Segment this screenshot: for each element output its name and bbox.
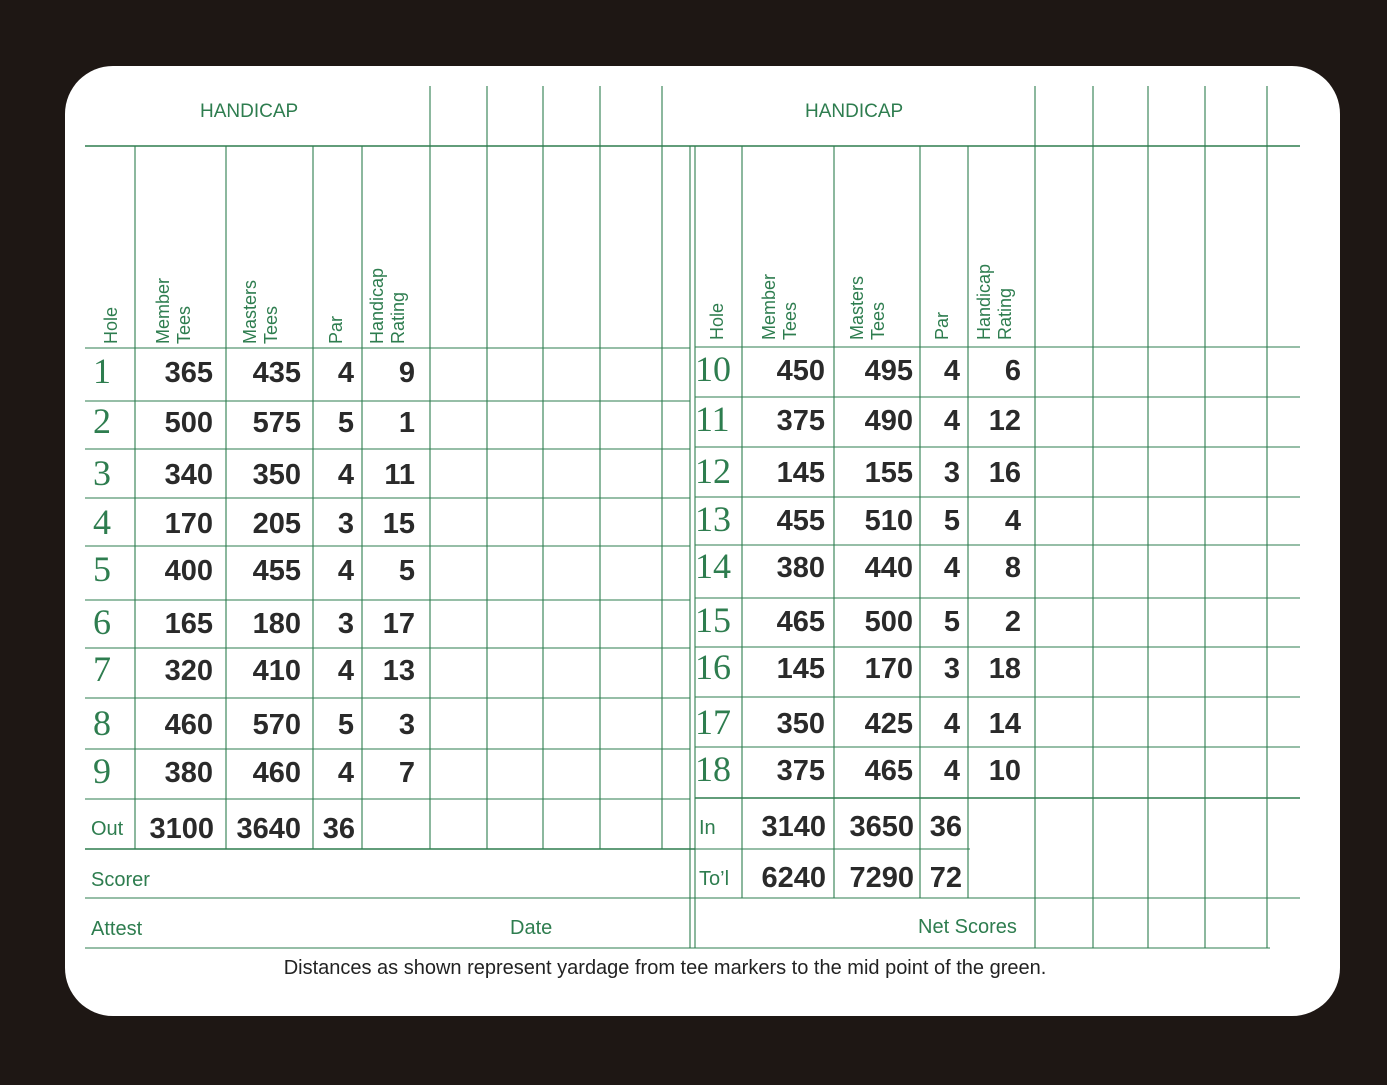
front-par-header: Par	[326, 315, 346, 344]
out-masters-total: 3640	[236, 813, 301, 845]
scorer-label: Scorer	[91, 869, 150, 891]
par-value: 4	[943, 405, 960, 437]
back-handicap-rating-header: Handicap Rating	[974, 263, 1015, 340]
member-yardage: 145	[776, 457, 825, 489]
member-yardage: 455	[776, 505, 825, 537]
back-member-tees-header: Member Tees	[759, 273, 800, 340]
par-value: 4	[943, 355, 960, 387]
masters-yardage: 570	[252, 709, 301, 741]
masters-yardage: 425	[864, 708, 913, 740]
masters-yardage: 435	[252, 357, 301, 389]
hole-number: 12	[695, 451, 731, 491]
par-value: 3	[337, 608, 354, 640]
handicap-rating: 16	[988, 457, 1021, 489]
masters-yardage: 155	[864, 457, 913, 489]
handicap-rating: 4	[1004, 505, 1021, 537]
hole-number: 7	[93, 649, 111, 689]
masters-yardage: 455	[252, 555, 301, 587]
handicap-rating: 10	[988, 755, 1021, 787]
masters-yardage: 440	[864, 552, 913, 584]
hole-number: 10	[695, 349, 731, 389]
grand-par-total: 72	[929, 862, 962, 894]
par-value: 4	[943, 552, 960, 584]
in-par-total: 36	[929, 811, 962, 843]
member-yardage: 365	[164, 357, 213, 389]
masters-yardage: 350	[252, 459, 301, 491]
par-value: 4	[337, 757, 354, 789]
hole-number: 13	[695, 499, 731, 539]
member-yardage: 400	[164, 555, 213, 587]
handicap-rating: 6	[1004, 355, 1021, 387]
par-value: 3	[943, 653, 960, 685]
masters-yardage: 460	[252, 757, 301, 789]
par-value: 4	[943, 755, 960, 787]
handicap-rating: 1	[398, 407, 415, 439]
attest-label: Attest	[91, 918, 143, 940]
member-yardage: 165	[164, 608, 213, 640]
front-member-tees-header: Member Tees	[153, 277, 194, 344]
par-value: 5	[943, 606, 960, 638]
hole-number: 4	[93, 502, 111, 542]
member-yardage: 340	[164, 459, 213, 491]
handicap-rating: 2	[1004, 606, 1021, 638]
member-yardage: 375	[776, 405, 825, 437]
scorecard	[65, 66, 1340, 1016]
hole-number: 14	[695, 546, 731, 586]
hole-number: 11	[695, 399, 730, 439]
member-yardage: 380	[776, 552, 825, 584]
handicap-rating: 3	[398, 709, 415, 741]
right-handicap-title: HANDICAP	[805, 101, 904, 122]
handicap-rating: 15	[382, 508, 415, 540]
hole-number: 2	[93, 401, 111, 441]
date-label: Date	[510, 917, 553, 939]
masters-yardage: 205	[252, 508, 301, 540]
handicap-rating: 5	[398, 555, 415, 587]
hole-number: 5	[93, 549, 111, 589]
par-value: 4	[943, 708, 960, 740]
total-label: To’l	[699, 868, 730, 890]
par-value: 4	[337, 555, 354, 587]
member-yardage: 500	[164, 407, 213, 439]
member-yardage: 350	[776, 708, 825, 740]
handicap-rating: 11	[384, 459, 415, 491]
yardage-footnote: Distances as shown represent yardage from tee markers to the mid point of the green.	[283, 957, 1047, 979]
par-value: 4	[337, 655, 354, 687]
par-value: 3	[337, 508, 354, 540]
back-par-header: Par	[932, 311, 952, 340]
member-yardage: 145	[776, 653, 825, 685]
back-hole-header: Hole	[707, 302, 727, 340]
par-value: 3	[943, 457, 960, 489]
grand-member-total: 6240	[761, 862, 826, 894]
back-masters-tees-header: Masters Tees	[847, 275, 888, 340]
out-member-total: 3100	[149, 813, 214, 845]
member-yardage: 450	[776, 355, 825, 387]
in-masters-total: 3650	[849, 811, 914, 843]
handicap-rating: 18	[988, 653, 1021, 685]
masters-yardage: 510	[864, 505, 913, 537]
par-value: 4	[337, 357, 354, 389]
handicap-rating: 8	[1004, 552, 1021, 584]
front-hole-header: Hole	[101, 306, 121, 344]
par-value: 5	[337, 407, 354, 439]
hole-number: 15	[695, 600, 731, 640]
par-value: 5	[943, 505, 960, 537]
member-yardage: 380	[164, 757, 213, 789]
net-scores-label: Net Scores	[918, 916, 1017, 938]
left-handicap-title: HANDICAP	[200, 101, 299, 122]
hole-number: 8	[93, 703, 111, 743]
masters-yardage: 170	[864, 653, 913, 685]
out-label: Out	[91, 818, 124, 840]
masters-yardage: 465	[864, 755, 913, 787]
front-handicap-rating-header: Handicap Rating	[367, 267, 408, 344]
in-member-total: 3140	[761, 811, 826, 843]
member-yardage: 465	[776, 606, 825, 638]
handicap-rating: 17	[382, 608, 415, 640]
hole-number: 6	[93, 602, 111, 642]
handicap-rating: 14	[988, 708, 1021, 740]
front-masters-tees-header: Masters Tees	[240, 279, 281, 344]
hole-number: 18	[695, 749, 731, 789]
handicap-rating: 9	[398, 357, 415, 389]
par-value: 5	[337, 709, 354, 741]
member-yardage: 170	[164, 508, 213, 540]
in-label: In	[699, 817, 716, 839]
grand-masters-total: 7290	[849, 862, 914, 894]
out-par-total: 36	[322, 813, 355, 845]
handicap-rating: 12	[988, 405, 1021, 437]
masters-yardage: 575	[252, 407, 301, 439]
hole-number: 9	[93, 751, 111, 791]
hole-number: 17	[695, 702, 731, 742]
masters-yardage: 495	[864, 355, 913, 387]
handicap-rating: 13	[382, 655, 415, 687]
handicap-rating: 7	[398, 757, 415, 789]
masters-yardage: 490	[864, 405, 913, 437]
member-yardage: 375	[776, 755, 825, 787]
member-yardage: 460	[164, 709, 213, 741]
hole-number: 1	[93, 351, 111, 391]
masters-yardage: 410	[252, 655, 301, 687]
masters-yardage: 500	[864, 606, 913, 638]
hole-number: 16	[695, 647, 731, 687]
hole-number: 3	[93, 453, 111, 493]
masters-yardage: 180	[252, 608, 301, 640]
par-value: 4	[337, 459, 354, 491]
member-yardage: 320	[164, 655, 213, 687]
